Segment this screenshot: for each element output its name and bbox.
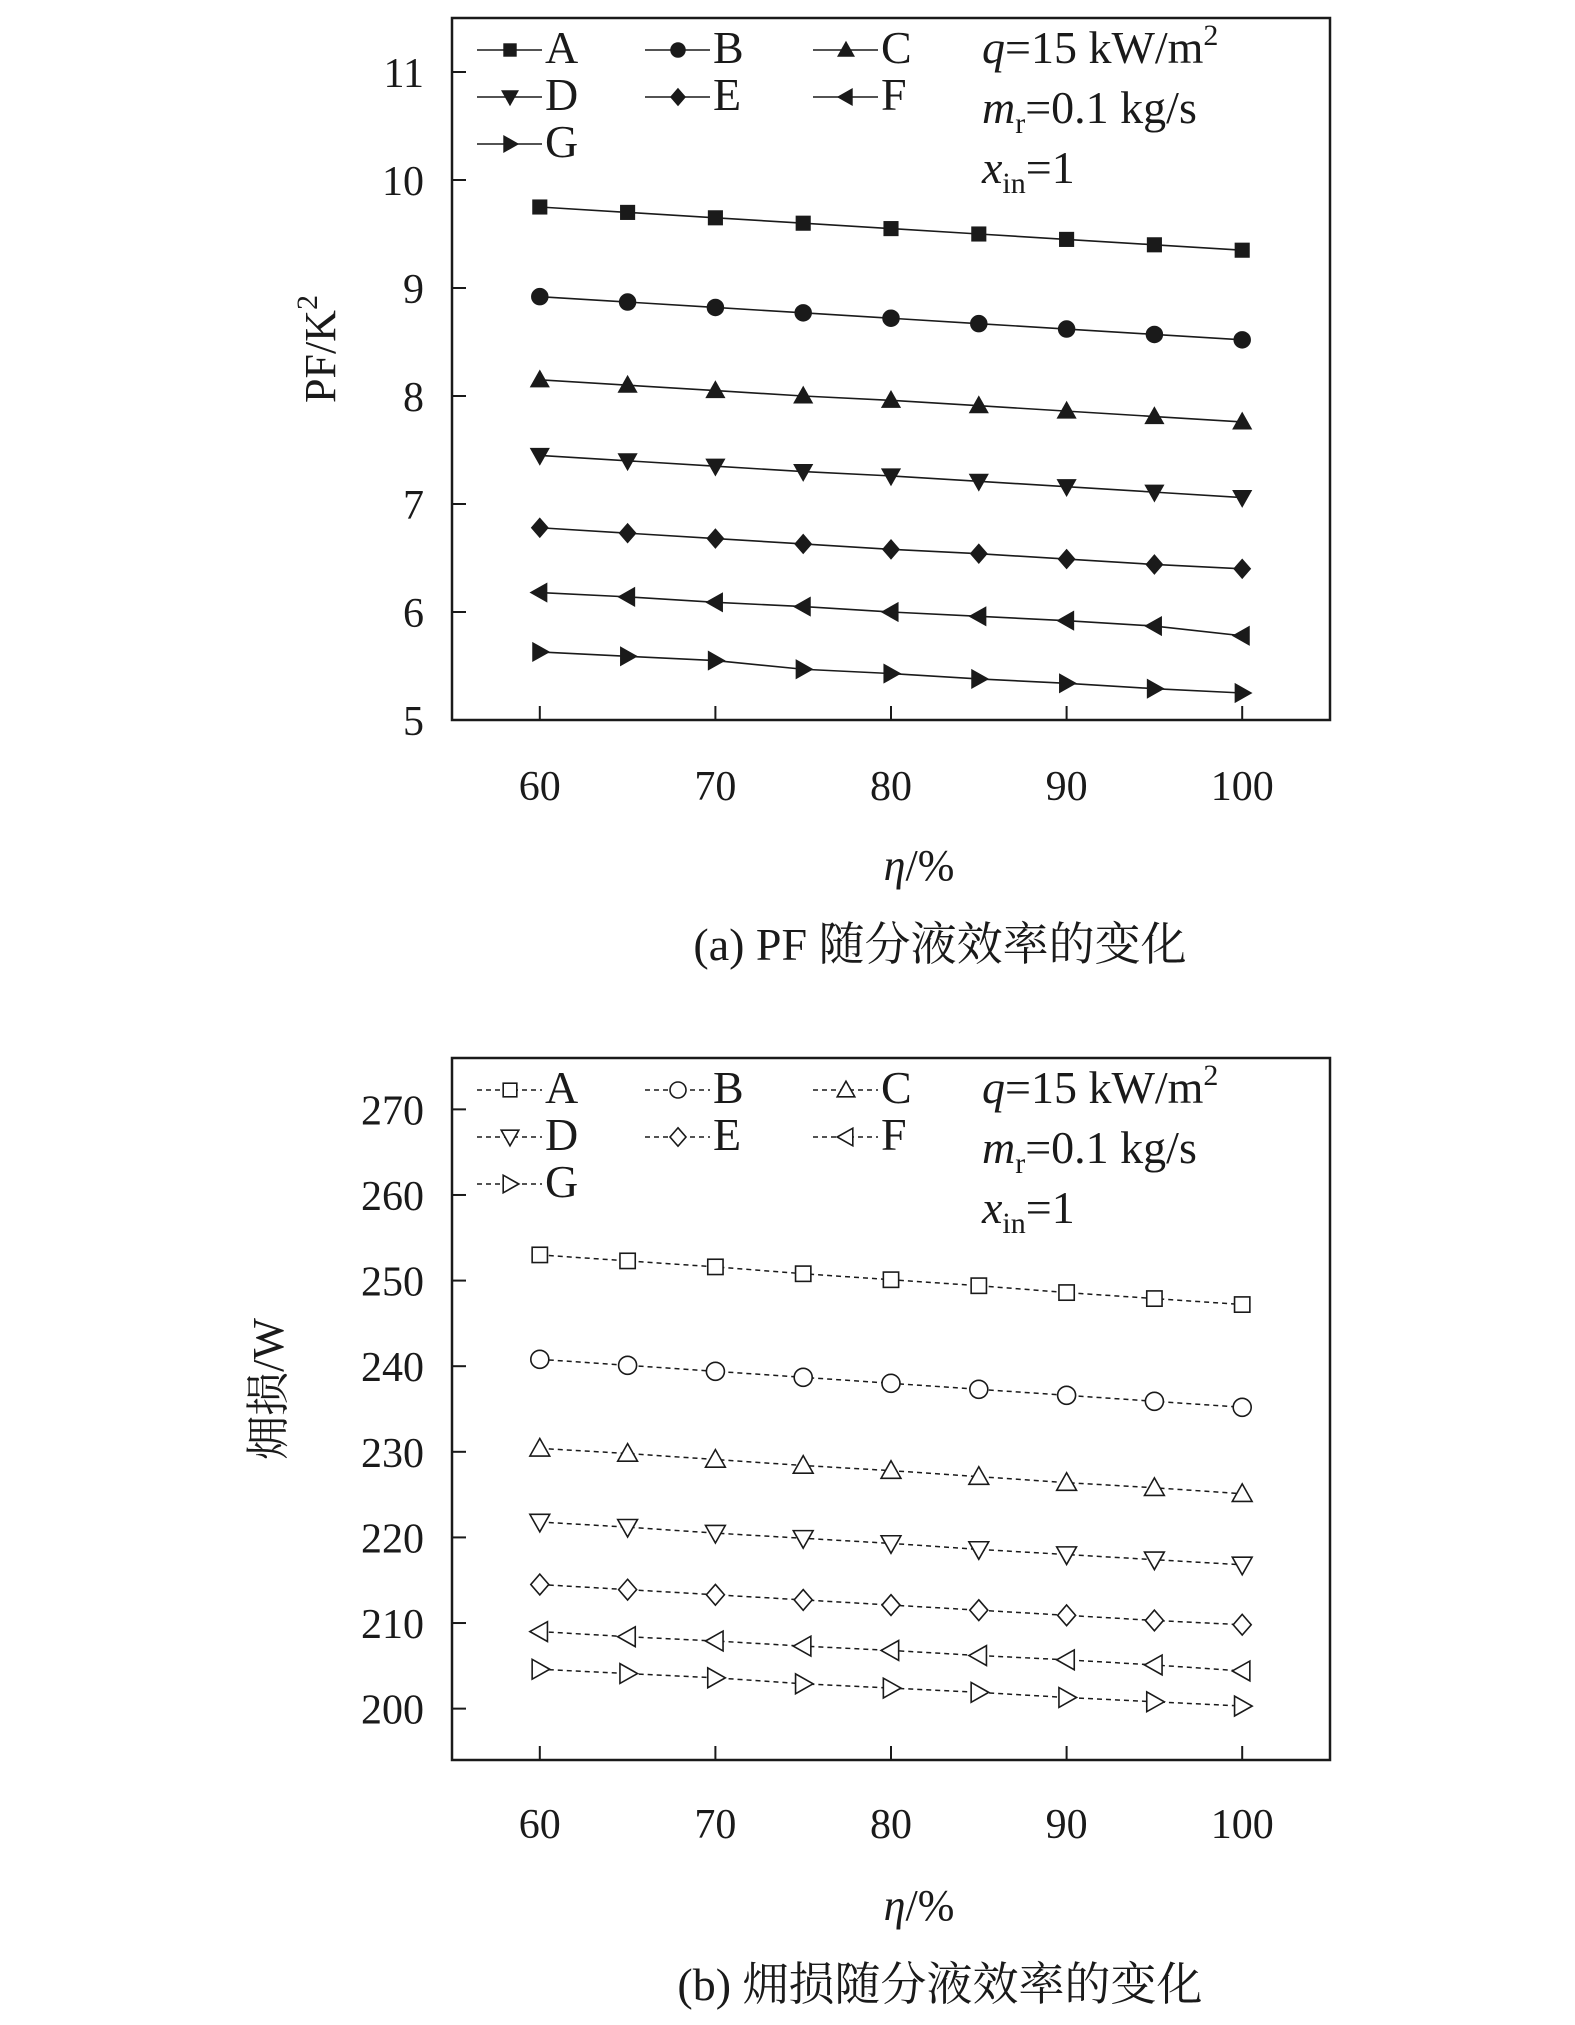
data-point-C: [706, 1450, 726, 1468]
inlet-quality-label: $x_{in}=1$: [982, 142, 1075, 200]
data-point-F: [1146, 617, 1162, 635]
legend-marker-F: [838, 89, 852, 104]
data-point-B: [1058, 1386, 1076, 1404]
mass-flow-label: $m_r=0.1$ kg/s: [982, 82, 1197, 140]
y-tick-label: 250: [361, 1259, 424, 1306]
x-tick-label: 70: [694, 1802, 737, 1848]
y-tick-label: 230: [361, 1430, 424, 1477]
data-point-G: [1147, 1692, 1165, 1712]
y-tick-label: 5: [403, 699, 424, 745]
legend-label-C: C: [881, 22, 912, 73]
series-A: [533, 200, 1249, 257]
x-tick-label: 90: [1045, 1802, 1088, 1848]
y-tick-label: 270: [361, 1088, 424, 1135]
y-tick-label: 6: [403, 591, 424, 637]
data-point-B: [1059, 321, 1075, 337]
x-tick-label: 90: [1045, 764, 1088, 810]
data-point-G: [1235, 1696, 1253, 1716]
legend-marker-F: [837, 1128, 853, 1146]
data-point-E: [620, 524, 636, 542]
x-tick-label: 100: [1210, 1802, 1274, 1848]
series-G: [532, 1659, 1252, 1716]
data-point-E: [795, 535, 811, 553]
mass-flow-label: $m_r=0.1$ kg/s: [982, 1122, 1197, 1180]
data-point-E: [707, 529, 723, 547]
legend-marker-A: [504, 44, 516, 56]
data-point-D: [881, 1536, 901, 1554]
data-point-A: [884, 222, 898, 236]
data-point-A: [533, 200, 547, 214]
inlet-quality-label: $x_{in}=1$: [982, 1182, 1075, 1240]
data-point-F: [619, 588, 635, 606]
data-point-B: [795, 305, 811, 321]
legend-label-E: E: [713, 1109, 742, 1160]
data-point-G: [533, 643, 549, 661]
data-point-A: [972, 227, 986, 241]
legend-marker-B: [670, 1082, 686, 1098]
legend-marker-B: [671, 43, 685, 57]
data-point-G: [796, 1674, 814, 1694]
figure-caption: (a) PF 随分液效率的变化: [693, 919, 1187, 970]
data-point-A: [971, 1278, 986, 1293]
data-point-B: [1234, 332, 1250, 348]
data-point-G: [709, 652, 725, 670]
data-point-G: [532, 1659, 550, 1679]
data-point-B: [532, 289, 548, 305]
data-point-E: [883, 540, 899, 558]
data-point-E: [706, 1584, 724, 1605]
data-point-D: [1233, 491, 1251, 507]
data-point-C: [1057, 1473, 1077, 1491]
data-point-G: [971, 1682, 989, 1702]
data-point-C: [531, 371, 549, 387]
data-point-G: [1235, 684, 1251, 702]
data-point-E: [619, 1579, 637, 1600]
data-point-F: [531, 584, 547, 602]
data-point-E: [1059, 550, 1075, 568]
data-point-A: [1235, 243, 1249, 257]
chart-panel-b: [244, 1058, 1330, 2010]
data-point-E: [531, 1574, 549, 1595]
legend: [477, 22, 912, 167]
data-point-F: [1145, 1655, 1163, 1675]
data-point-A: [708, 1259, 723, 1274]
data-point-B: [1233, 1398, 1251, 1416]
legend-label-C: C: [881, 1062, 912, 1113]
y-tick-label: 260: [361, 1173, 424, 1220]
x-axis-label: η/%: [883, 841, 955, 890]
data-point-A: [709, 211, 723, 225]
legend-marker-D: [502, 91, 517, 105]
data-point-G: [796, 660, 812, 678]
condition-annotation: [981, 1059, 1218, 1240]
series-E: [531, 1574, 1251, 1635]
y-tick-label: 9: [403, 267, 424, 313]
series-C: [531, 371, 1251, 429]
data-point-A: [796, 216, 810, 230]
y-axis-label: 㶲损/W: [244, 1318, 293, 1460]
data-point-E: [1233, 1614, 1251, 1635]
series-B: [531, 1350, 1251, 1416]
data-point-E: [532, 519, 548, 537]
data-point-B: [970, 1380, 988, 1398]
data-point-B: [1146, 326, 1162, 342]
data-point-A: [1060, 233, 1074, 247]
series-E: [532, 519, 1250, 578]
series-A: [532, 1247, 1250, 1312]
data-point-F: [1058, 612, 1074, 630]
y-tick-label: 210: [361, 1602, 424, 1649]
data-point-D: [530, 1514, 550, 1532]
data-point-A: [796, 1266, 811, 1281]
legend-label-B: B: [713, 22, 744, 73]
data-point-E: [882, 1595, 900, 1616]
x-tick-label: 100: [1210, 764, 1274, 810]
legend-label-E: E: [713, 69, 742, 120]
y-tick-label: 200: [361, 1687, 424, 1734]
legend-label-A: A: [545, 1062, 579, 1113]
y-axis-label: $PF/K^2$: [291, 295, 345, 403]
data-point-A: [1059, 1285, 1074, 1300]
data-point-B: [883, 310, 899, 326]
data-point-F: [530, 1622, 548, 1642]
x-tick-label: 60: [518, 1802, 561, 1848]
x-tick-label: 80: [870, 1802, 912, 1848]
legend-marker-E: [670, 1128, 686, 1146]
data-point-F: [969, 1646, 987, 1666]
data-point-G: [1059, 1688, 1077, 1708]
data-point-G: [1148, 680, 1164, 698]
data-point-B: [882, 1374, 900, 1392]
heat-flux-label: q=15 $kW/m^2$: [982, 19, 1219, 73]
legend-marker-D: [501, 1130, 519, 1146]
data-point-F: [881, 1641, 899, 1661]
data-point-B: [794, 1368, 812, 1386]
data-point-F: [793, 1636, 811, 1656]
data-point-F: [1057, 1650, 1075, 1670]
data-point-G: [708, 1668, 726, 1688]
data-point-E: [971, 544, 987, 562]
data-point-B: [971, 316, 987, 332]
y-tick-label: 220: [361, 1516, 424, 1563]
y-tick-label: 7: [403, 483, 424, 529]
data-point-B: [620, 294, 636, 310]
legend-label-A: A: [545, 22, 579, 73]
data-point-F: [1233, 627, 1249, 645]
series-G: [533, 643, 1251, 702]
data-point-A: [883, 1272, 898, 1287]
legend-label-F: F: [881, 1109, 907, 1160]
data-point-D: [969, 1542, 989, 1560]
data-point-A: [1148, 238, 1162, 252]
series-C: [530, 1438, 1252, 1501]
data-point-A: [532, 1247, 547, 1262]
legend: [477, 1062, 912, 1207]
data-point-C: [1145, 1478, 1165, 1496]
data-point-F: [707, 593, 723, 611]
legend-label-F: F: [881, 69, 907, 120]
legend-marker-G: [503, 1175, 519, 1193]
series-D: [531, 449, 1251, 507]
x-tick-label: 70: [694, 764, 737, 810]
data-point-B: [1145, 1392, 1163, 1410]
legend-marker-C: [838, 42, 853, 56]
data-point-B: [619, 1356, 637, 1374]
data-point-E: [1146, 555, 1162, 573]
legend-marker-G: [504, 136, 518, 151]
data-point-A: [621, 206, 635, 220]
series-F: [531, 584, 1249, 645]
series-F: [530, 1622, 1250, 1681]
data-point-A: [1235, 1297, 1250, 1312]
data-point-F: [706, 1631, 724, 1651]
data-point-E: [970, 1600, 988, 1621]
data-point-B: [531, 1350, 549, 1368]
x-tick-label: 60: [518, 764, 561, 810]
figure-caption: (b) 㶲损随分液效率的变化: [677, 1959, 1203, 2010]
data-point-F: [970, 608, 986, 626]
y-tick-label: 8: [403, 375, 424, 421]
chart-panel-a: [291, 18, 1330, 970]
data-point-A: [620, 1253, 635, 1268]
data-point-G: [1060, 674, 1076, 692]
legend-label-B: B: [713, 1062, 744, 1113]
x-axis-label: η/%: [883, 1881, 955, 1930]
heat-flux-label: q=15 $kW/m^2$: [982, 1059, 1219, 1113]
data-point-E: [1145, 1610, 1163, 1631]
legend-label-G: G: [545, 1156, 579, 1207]
data-point-F: [882, 603, 898, 621]
legend-label-G: G: [545, 116, 579, 167]
data-point-E: [794, 1590, 812, 1611]
data-point-E: [1234, 560, 1250, 578]
y-tick-label: 11: [383, 51, 424, 97]
data-point-G: [621, 647, 637, 665]
data-point-G: [972, 670, 988, 688]
data-point-E: [1058, 1605, 1076, 1626]
series-B: [532, 289, 1250, 348]
y-tick-label: 240: [361, 1345, 424, 1392]
data-point-F: [1232, 1661, 1250, 1681]
data-point-F: [618, 1627, 636, 1647]
data-point-G: [620, 1664, 638, 1684]
y-tick-label: 10: [382, 159, 424, 205]
data-point-C: [530, 1438, 550, 1456]
data-point-G: [884, 665, 900, 683]
data-point-B: [706, 1362, 724, 1380]
data-point-F: [794, 598, 810, 616]
legend-label-D: D: [545, 69, 579, 120]
legend-marker-C: [837, 1081, 855, 1097]
legend-marker-A: [503, 1083, 517, 1097]
legend-label-D: D: [545, 1109, 579, 1160]
legend-marker-E: [671, 89, 685, 105]
x-tick-label: 80: [870, 764, 912, 810]
data-point-A: [1147, 1291, 1162, 1306]
condition-annotation: [981, 19, 1218, 200]
data-point-D: [1232, 1557, 1252, 1575]
data-point-G: [883, 1678, 901, 1698]
data-point-C: [618, 1444, 638, 1462]
data-point-B: [707, 299, 723, 315]
series-D: [530, 1514, 1252, 1574]
